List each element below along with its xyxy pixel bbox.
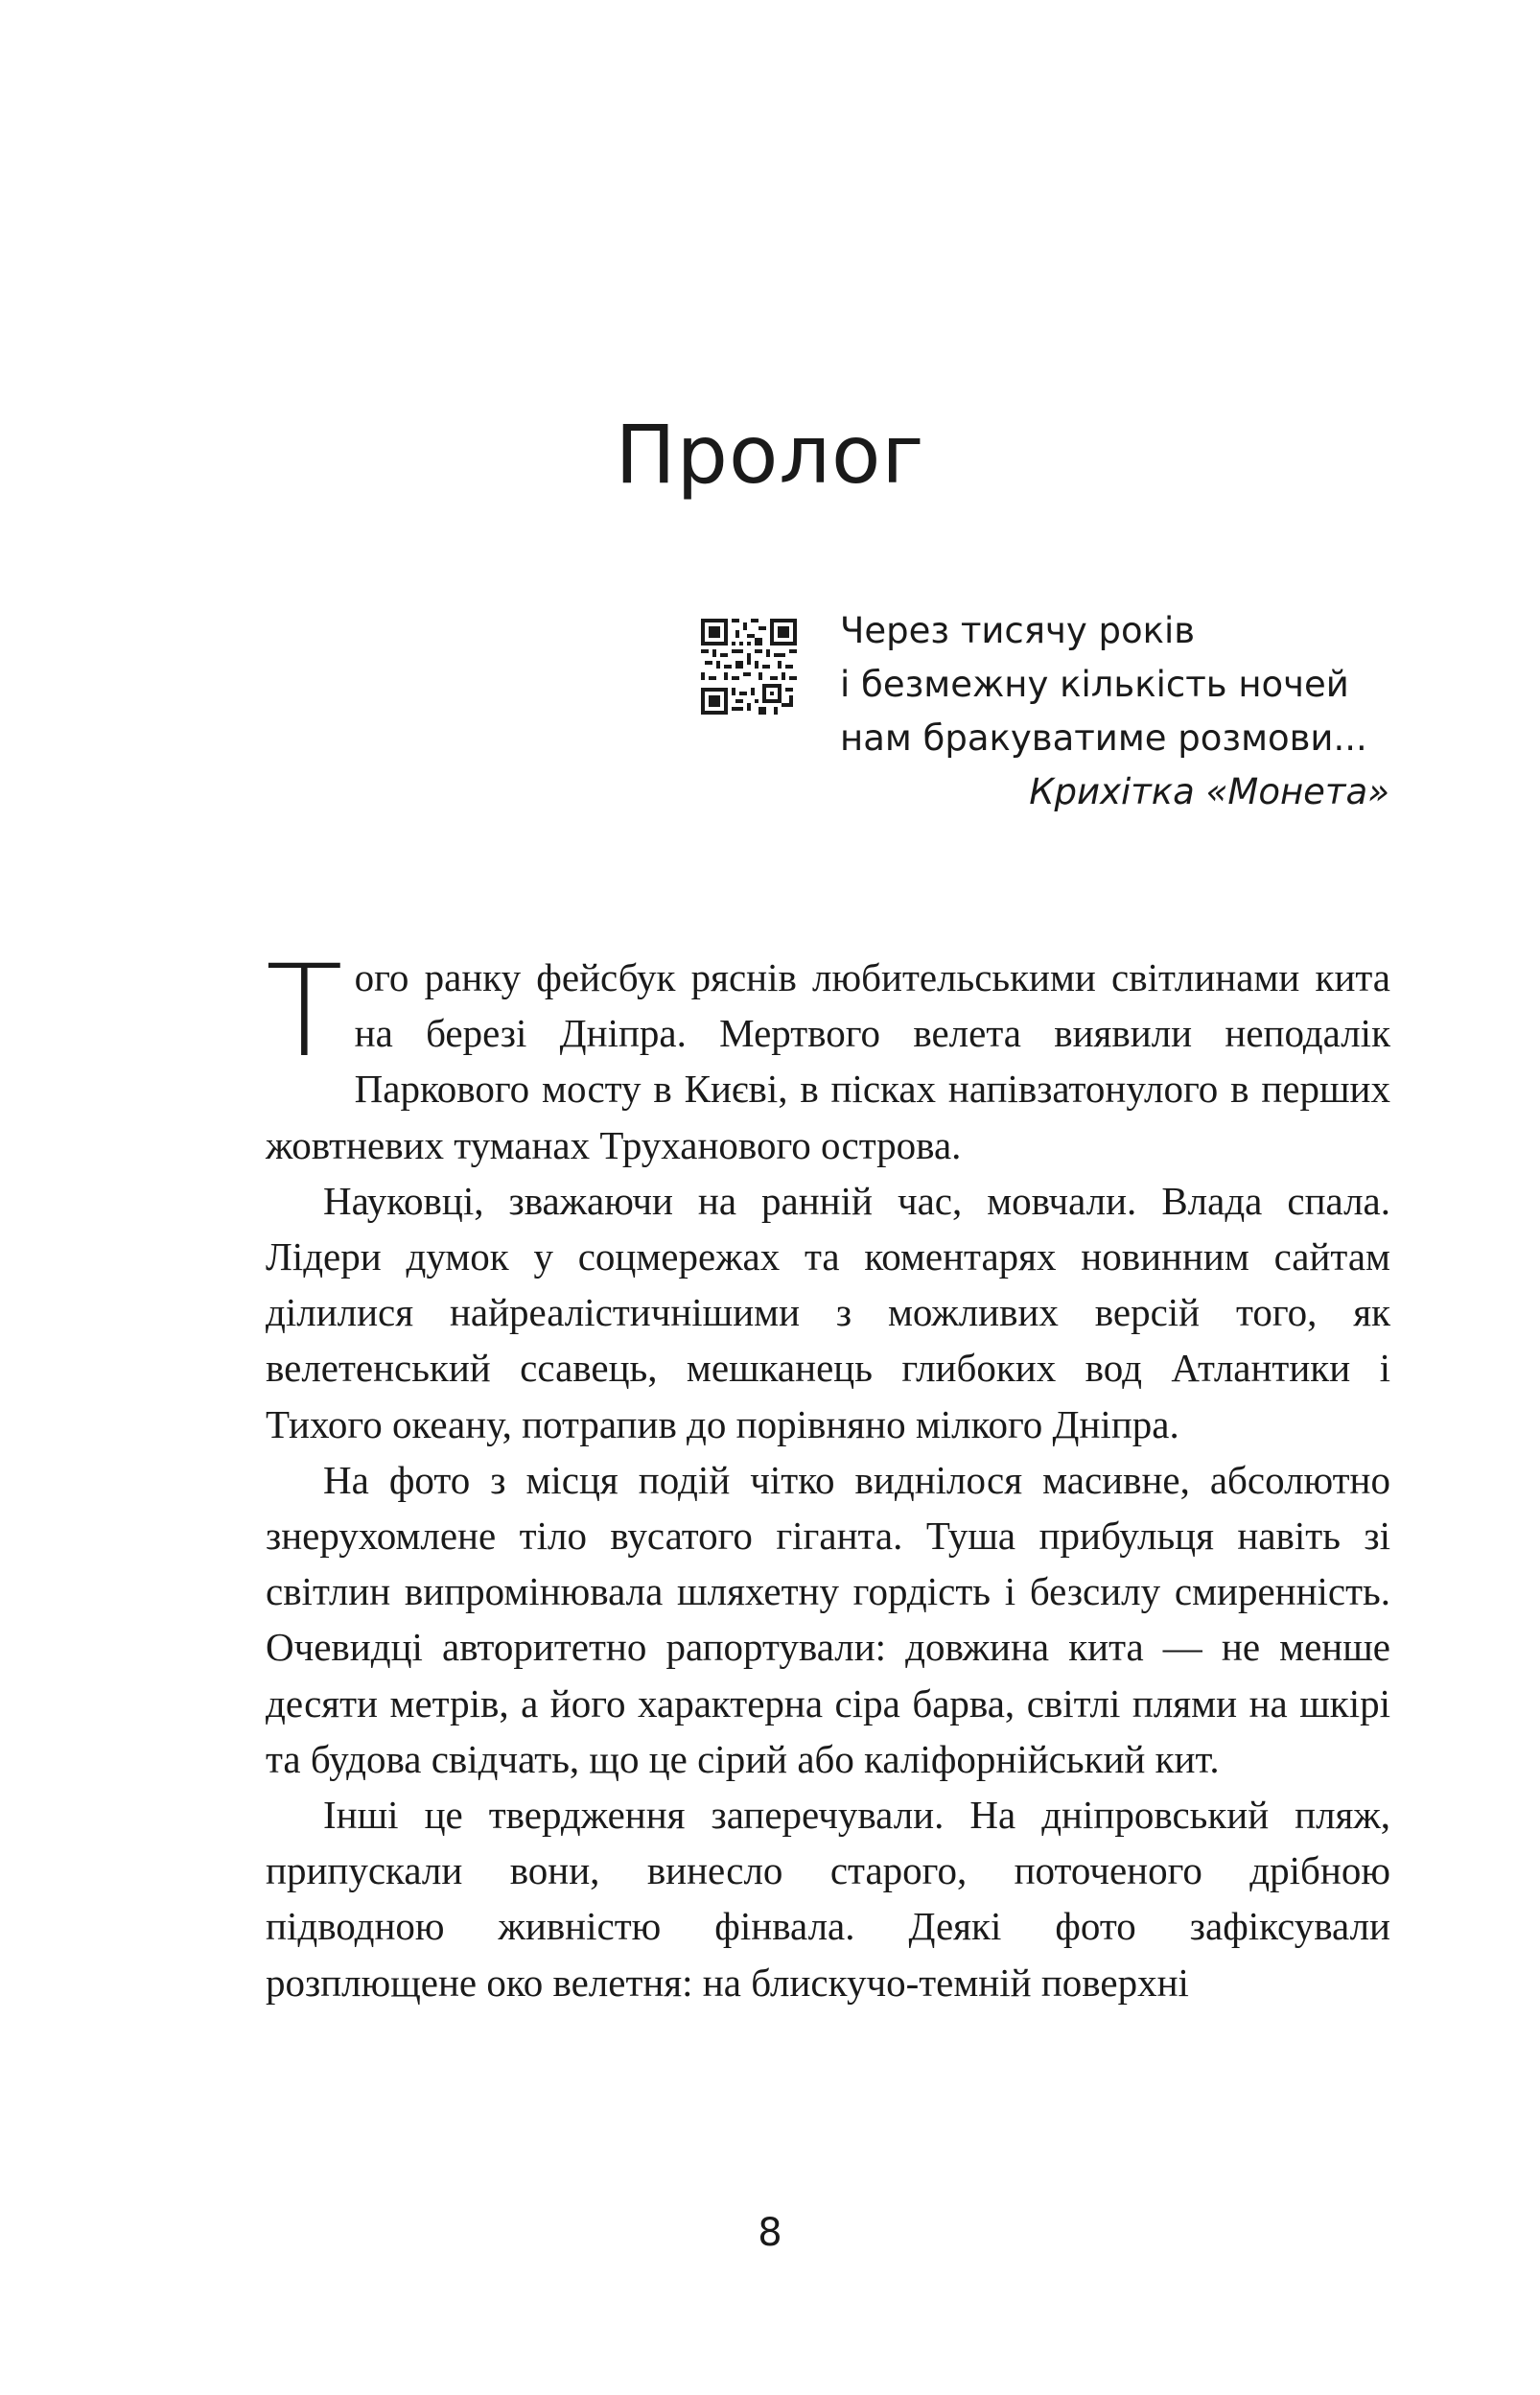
paragraph-4: Інші це твердження заперечували. На дніпровський пляж, припускали вони, винесло старого, поточеного дрібною підводною живністю фінвала. Деякі фото зафіксували розплющене око велетня: на блискучо-темній поверхні — [266, 1793, 1390, 2005]
drop-cap: Т — [266, 938, 343, 1086]
epigraph-line: і безмежну кількість ночей — [840, 664, 1349, 705]
paragraph-2: Науковці, зважаючи на ранній час, мовчали. Влада спала. Лідери думок у соцмережах та коментарях новинним сайтам ділилися найреалістичнішими з можливих версій того, як велетенський ссавець, мешканець глибоких вод Атлантики і Тихого океану, потрапив до порівняно мілкого Дніпра. — [266, 1178, 1390, 1446]
epigraph-line: нам бракуватиме розмови... — [840, 717, 1367, 759]
epigraph — [840, 604, 1396, 819]
qr-code-icon[interactable] — [701, 619, 797, 715]
chapter-title: Пролог — [615, 408, 925, 502]
epigraph-line: Через тисячу років — [840, 610, 1196, 651]
paragraph-1 — [266, 938, 1390, 1173]
body-text — [266, 938, 1390, 2010]
paragraph-1-text: ого ранку фейсбук ряснів любительськими світлинами кита на березі Дніпра. Мертвого велета виявили неподалік Паркового мосту в Києві, в пісках напівзатонулого в перших жовтневих туманах Труханового острова. — [266, 955, 1390, 1167]
paragraph-3: На фото з місця подій чітко виднілося масивне, абсолютно знерухомлене тіло вусатого гіганта. Туша прибульця навіть зі світлин випромінювала шляхетну гордість і безсилу смиренність. Очевидці авторитетно рапортували: довжина кита — не менше десяти метрів, а його характерна сіра барва, світлі плями на шкірі та будова свідчать, що це сірий або каліфорнійський кит. — [266, 1457, 1390, 1781]
page-number: 8 — [758, 2211, 782, 2255]
epigraph-attribution: Крихітка «Монета» — [1029, 771, 1389, 812]
